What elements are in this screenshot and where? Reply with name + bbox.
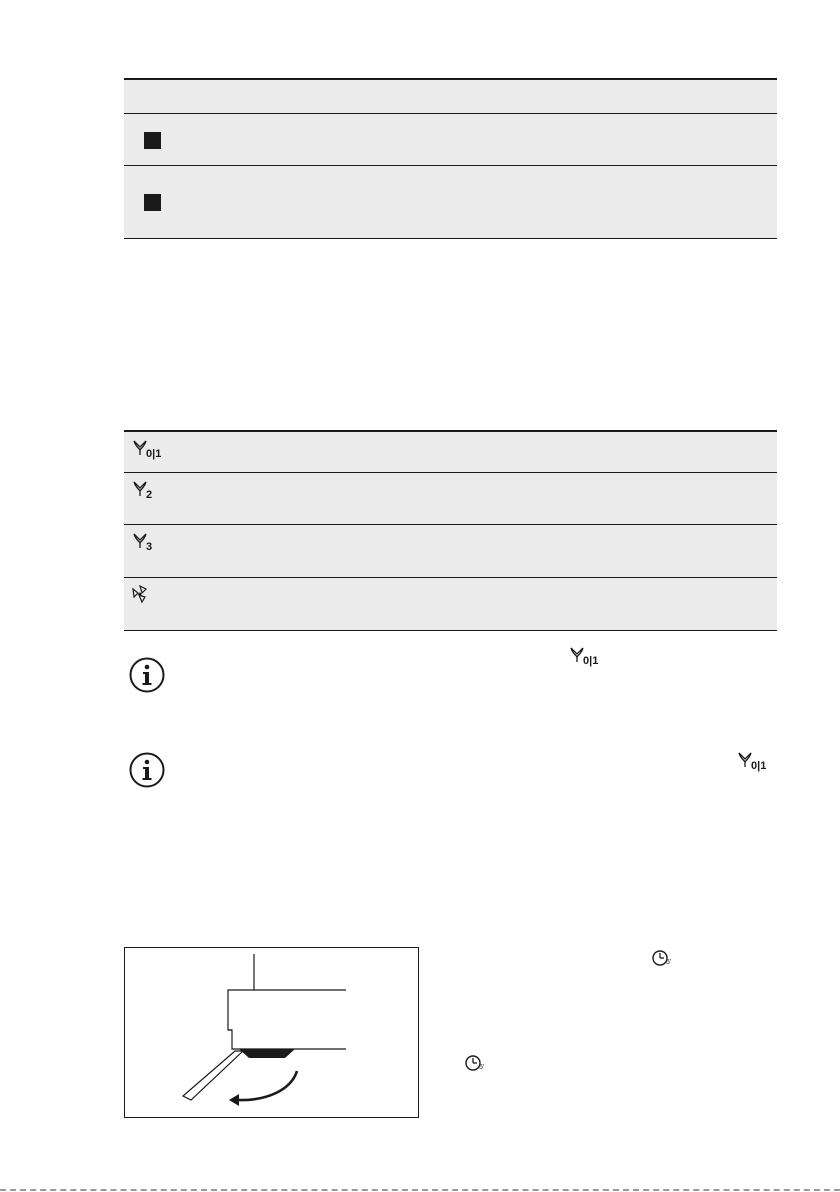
square-indicator-icon — [144, 194, 161, 211]
fan-speed-label: 0|1 — [751, 760, 767, 772]
timer-label: 5' — [479, 1064, 485, 1071]
timer-label: 5' — [666, 959, 672, 966]
timer-5-minute-icon — [652, 948, 674, 968]
fan-speed-label: 0|1 — [146, 448, 162, 460]
fan-speed-label: 3 — [146, 541, 153, 553]
square-indicator-icon — [144, 132, 161, 149]
info-icon — [128, 751, 166, 789]
hood-control-illustration — [124, 947, 419, 1118]
page-bottom-divider — [0, 1189, 840, 1191]
fan-boost-icon — [130, 584, 170, 606]
indicator-table — [124, 78, 777, 239]
fan-speed-row — [124, 473, 777, 525]
fan-speed-row — [124, 432, 777, 473]
fan-speed-label: 2 — [146, 489, 153, 501]
fan-speed-label: 0|1 — [583, 655, 599, 667]
info-icon — [128, 656, 166, 694]
indicator-table-row — [124, 114, 777, 166]
timer-5-minute-icon — [465, 1053, 487, 1073]
fan-speed-0-1-icon — [567, 645, 607, 667]
fan-speed-0-1-icon — [130, 438, 170, 460]
fan-speed-row — [124, 578, 777, 630]
indicator-table-row — [124, 166, 777, 238]
fan-speed-row — [124, 525, 777, 578]
fan-speed-0-1-icon — [735, 750, 775, 772]
fan-speed-3-icon — [130, 531, 170, 553]
fan-speed-2-icon — [130, 479, 170, 501]
fan-speed-table — [124, 430, 777, 631]
indicator-table-header — [124, 80, 777, 114]
